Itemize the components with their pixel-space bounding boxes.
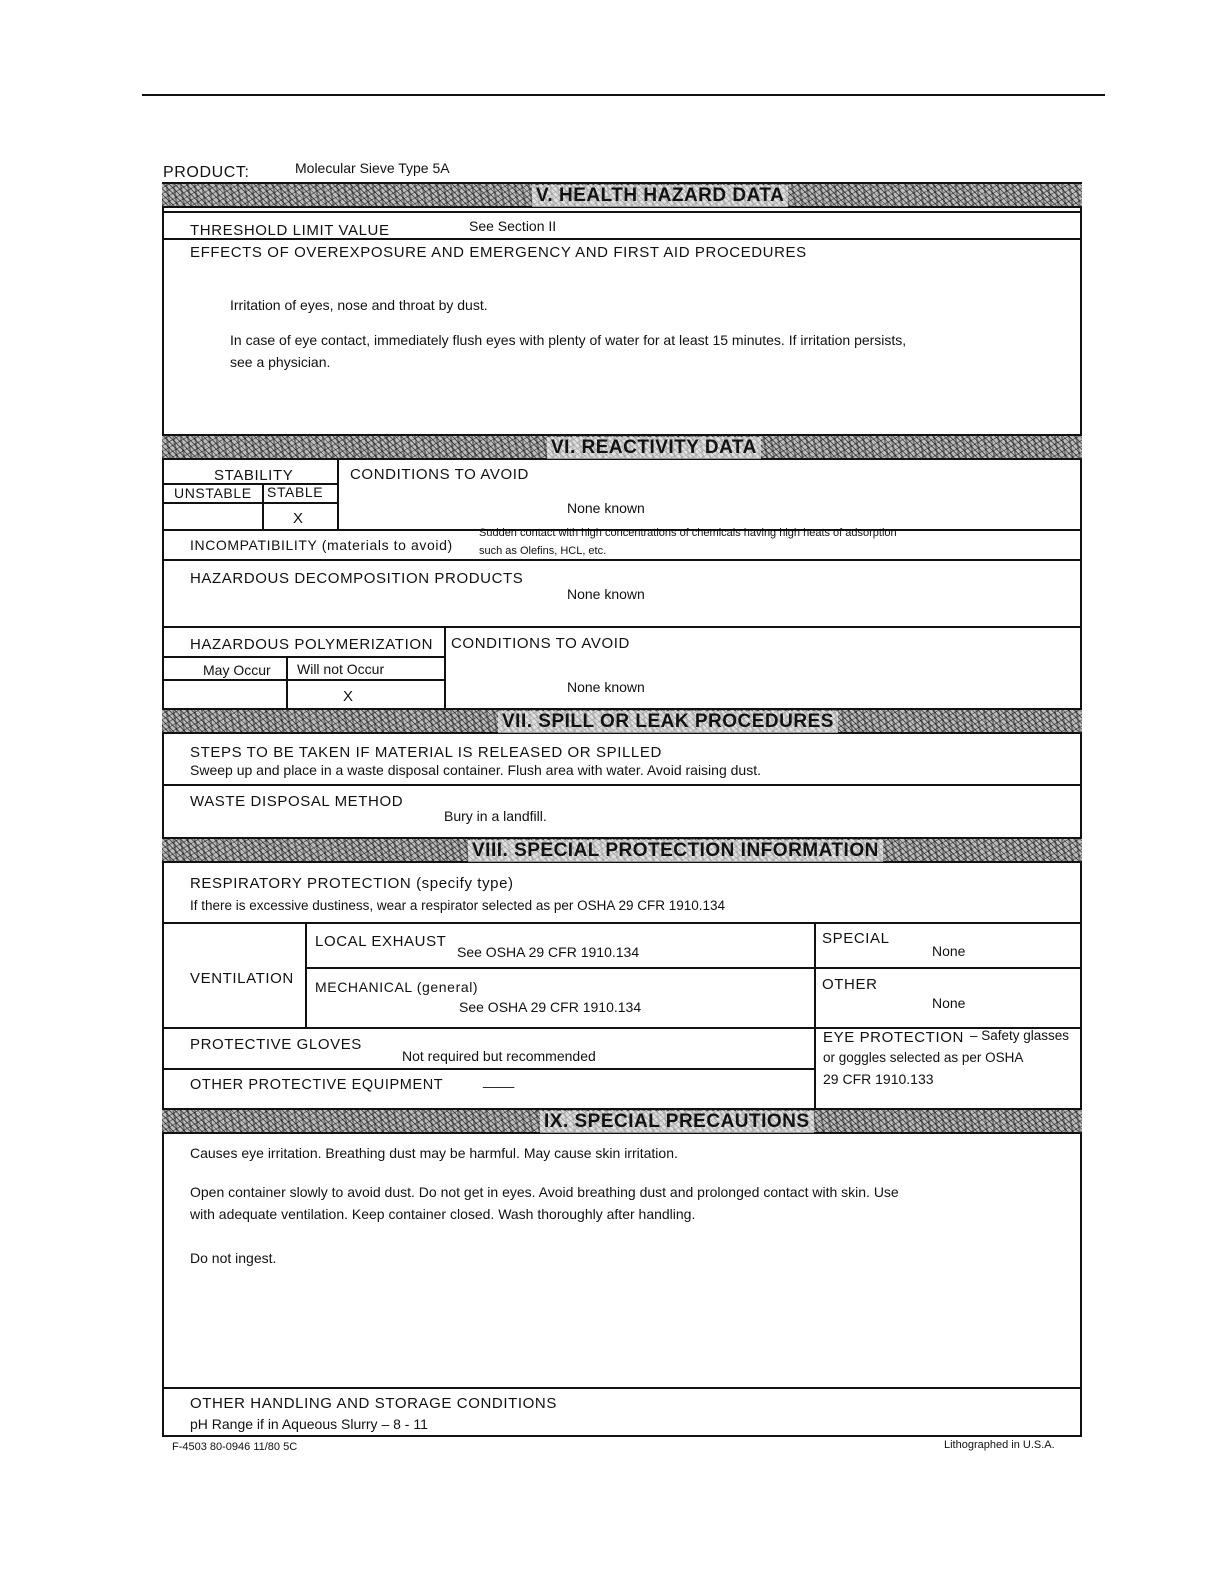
- eye-label: EYE PROTECTION: [823, 1029, 964, 1046]
- lithographed-note: Lithographed in U.S.A.: [944, 1439, 1055, 1451]
- form-code: F-4503 80-0946 11/80 5C: [172, 1441, 298, 1453]
- may-occur-label: May Occur: [203, 662, 271, 678]
- section-viii-header-bar: [162, 837, 1082, 863]
- incompat-line-2: such as Olefins, HCL, etc.: [479, 545, 607, 557]
- rule: [162, 559, 1082, 561]
- section-vi-header-bar: [162, 434, 1082, 460]
- unstable-label: UNSTABLE: [174, 485, 252, 501]
- section-vi-title: VI. REACTIVITY DATA: [547, 437, 761, 459]
- stable-label: STABLE: [267, 484, 324, 500]
- conditions-value: None known: [567, 500, 645, 516]
- ventilation-label: VENTILATION: [190, 970, 294, 987]
- polymer-label: HAZARDOUS POLYMERIZATION: [190, 636, 434, 653]
- stability-label: STABILITY: [214, 467, 294, 484]
- section-ix-header-bar: [162, 1108, 1082, 1134]
- incompat-label: INCOMPATIBILITY (materials to avoid): [190, 537, 453, 553]
- polymer-conditions-value: None known: [567, 679, 645, 695]
- product-value: Molecular Sieve Type 5A: [295, 160, 450, 176]
- rule: [337, 460, 339, 531]
- rule: [162, 211, 1082, 213]
- polymer-conditions-label: CONDITIONS TO AVOID: [451, 635, 630, 652]
- rule: [162, 922, 1082, 924]
- rule: [162, 784, 1082, 786]
- section-ix-title: IX. SPECIAL PRECAUTIONS: [540, 1111, 814, 1133]
- handling-label: OTHER HANDLING AND STORAGE CONDITIONS: [190, 1395, 557, 1412]
- tlv-value: See Section II: [469, 218, 557, 234]
- frame-right: [1080, 182, 1082, 1436]
- precautions-line-3: with adequate ventilation. Keep container closed. Wash thoroughly after handling.: [190, 1206, 696, 1222]
- special-label: SPECIAL: [822, 930, 890, 947]
- rule: [262, 483, 264, 531]
- waste-value: Bury in a landfill.: [444, 808, 547, 824]
- section-v-title: V. HEALTH HAZARD DATA: [532, 185, 788, 207]
- other-equip-value: ____: [483, 1072, 515, 1088]
- precautions-line-1: Causes eye irritation. Breathing dust may be harmful. May cause skin irritation.: [190, 1145, 678, 1161]
- decomp-label: HAZARDOUS DECOMPOSITION PRODUCTS: [190, 570, 524, 587]
- incompat-line-1: Sudden contact with high concentrations of chemicals having high heats of adsorption: [479, 527, 897, 539]
- rule: [444, 626, 446, 710]
- section-v-header-bar: [162, 182, 1082, 208]
- other-value: None: [932, 995, 966, 1011]
- rule: [162, 626, 1082, 628]
- local-exhaust-value: See OSHA 29 CFR 1910.134: [457, 944, 640, 960]
- handling-value: pH Range if in Aqueous Slurry – 8 - 11: [190, 1416, 428, 1432]
- tlv-label: THRESHOLD LIMIT VALUE: [190, 222, 390, 239]
- rule: [286, 656, 288, 710]
- effects-line-2: In case of eye contact, immediately flush eyes with plenty of water for at least 15 minutes. If irritation persists,: [230, 332, 907, 348]
- mechanical-label: MECHANICAL (general): [315, 979, 479, 995]
- will-not-occur-label: Will not Occur: [297, 661, 385, 677]
- steps-label: STEPS TO BE TAKEN IF MATERIAL IS RELEASED OR SPILLED: [190, 744, 662, 761]
- decomp-value: None known: [567, 586, 645, 602]
- eye-line-1: – Safety glasses: [970, 1028, 1070, 1043]
- effects-line-3: see a physician.: [230, 354, 331, 370]
- frame-bottom: [162, 1435, 1082, 1437]
- local-exhaust-label: LOCAL EXHAUST: [315, 933, 447, 950]
- steps-value: Sweep up and place in a waste disposal container. Flush area with water. Avoid raising dust.: [190, 762, 761, 778]
- stable-mark: X: [293, 510, 304, 527]
- gloves-value: Not required but recommended: [402, 1048, 596, 1064]
- other-label: OTHER: [822, 976, 878, 993]
- waste-label: WASTE DISPOSAL METHOD: [190, 793, 404, 810]
- rule: [162, 656, 445, 658]
- mechanical-value: See OSHA 29 CFR 1910.134: [459, 999, 642, 1015]
- effects-label: EFFECTS OF OVEREXPOSURE AND EMERGENCY AND FIRST AID PROCEDURES: [190, 244, 807, 261]
- effects-line-1: Irritation of eyes, nose and throat by dust.: [230, 297, 488, 313]
- top-rule: [142, 94, 1105, 96]
- rule: [305, 922, 307, 1028]
- frame-left: [162, 182, 164, 1436]
- gloves-label: PROTECTIVE GLOVES: [190, 1036, 362, 1053]
- precautions-line-4: Do not ingest.: [190, 1250, 277, 1266]
- rule: [162, 679, 445, 681]
- product-label: PRODUCT:: [163, 164, 250, 181]
- rule: [162, 502, 338, 504]
- conditions-label: CONDITIONS TO AVOID: [350, 466, 529, 483]
- rule: [162, 238, 1082, 240]
- rule: [814, 922, 816, 1108]
- other-equip-label: OTHER PROTECTIVE EQUIPMENT: [190, 1077, 444, 1093]
- rule: [162, 1387, 1082, 1389]
- special-value: None: [932, 943, 966, 959]
- eye-line-3: 29 CFR 1910.133: [823, 1071, 934, 1087]
- eye-line-2: or goggles selected as per OSHA: [823, 1050, 1024, 1065]
- resp-value: If there is excessive dustiness, wear a respirator selected as per OSHA 29 CFR 1910.134: [190, 898, 726, 913]
- section-vii-header-bar: [162, 708, 1082, 734]
- section-vii-title: VII. SPILL OR LEAK PROCEDURES: [498, 711, 838, 733]
- rule: [162, 1068, 815, 1070]
- rule: [305, 967, 1082, 969]
- resp-label: RESPIRATORY PROTECTION (specify type): [190, 875, 514, 892]
- will-not-mark: X: [343, 688, 354, 705]
- precautions-line-2: Open container slowly to avoid dust. Do not get in eyes. Avoid breathing dust and prolonged contact with skin. Use: [190, 1184, 899, 1200]
- section-viii-title: VIII. SPECIAL PROTECTION INFORMATION: [468, 840, 883, 862]
